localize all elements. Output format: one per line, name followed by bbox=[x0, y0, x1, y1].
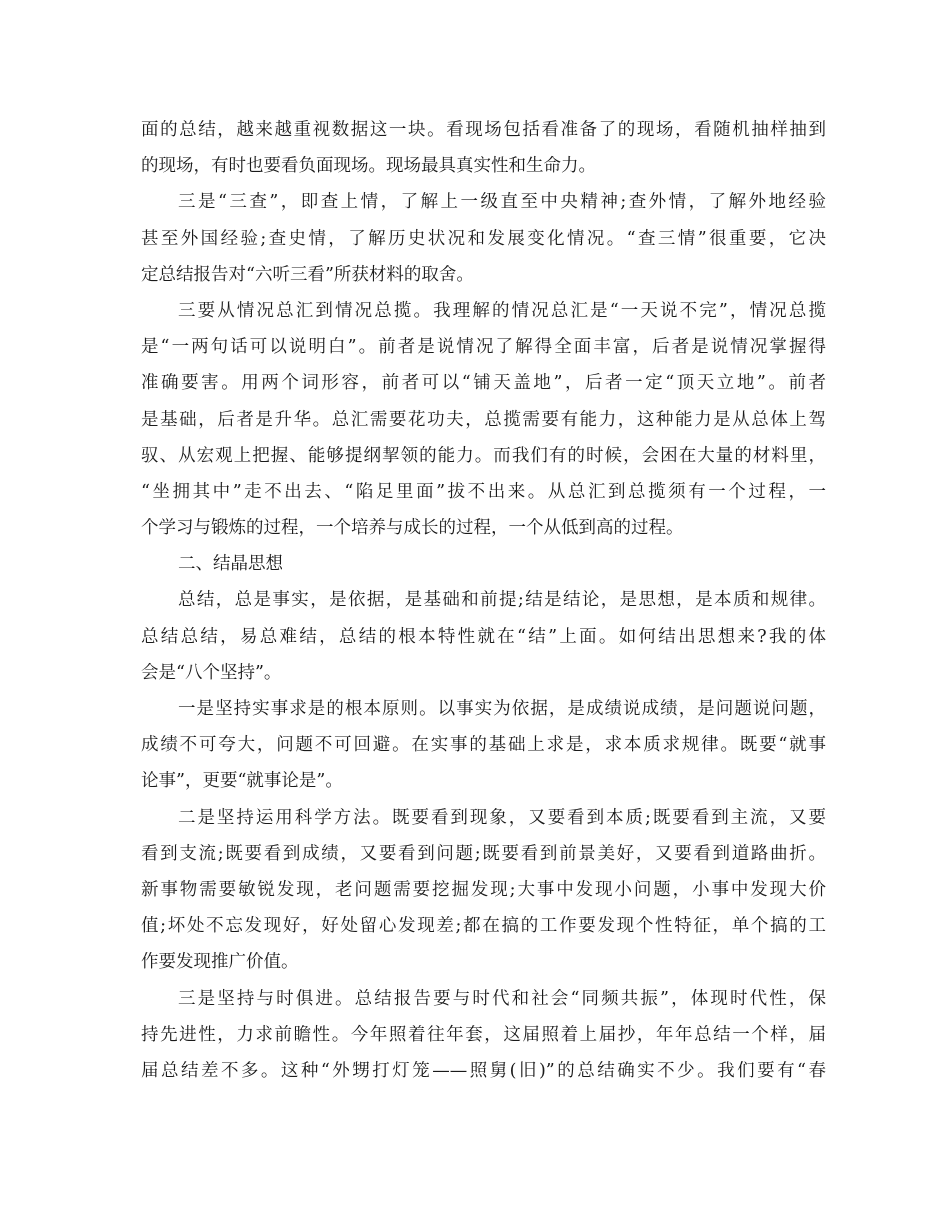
paragraph-first-line: 三是坚持与时俱进。总结报告要与时代和社会“同频共振”，体现时代性，保 bbox=[178, 988, 826, 1009]
text-line: 面的总结，越来越重视数据这一块。看现场包括看准备了的现场，看随机抽样抽到 bbox=[141, 120, 826, 140]
paragraph-first-line: 总结，总是事实，是依据，是基础和前提;结是结论，是思想，是本质和规律。 bbox=[178, 590, 826, 611]
text-line: 看到支流;既要看到成绩，又要看到问题;既要看到前景美好，又要看到道路曲折。 bbox=[141, 843, 826, 864]
text-line: 甚至外国经验;查史情，了解历史状况和发展变化情况。“查三情”很重要，它决 bbox=[141, 228, 826, 249]
text-line: 作要发现推广价值。 bbox=[141, 952, 299, 973]
text-line: 个学习与锻炼的过程，一个培养与成长的过程，一个从低到高的过程。 bbox=[141, 518, 684, 539]
text-line: 是“一两句话可以说明白”。前者是说情况了解得全面丰富，后者是说情况掌握得 bbox=[141, 337, 826, 358]
text-line: 的现场，有时也要看负面现场。现场最具真实性和生命力。 bbox=[141, 156, 596, 177]
text-line: “坐拥其中”走不出去、“陷足里面”拔不出来。从总汇到总揽须有一个过程，一 bbox=[141, 481, 826, 502]
text-line: 准确要害。用两个词形容，前者可以“铺天盖地”，后者一定“顶天立地”。前者 bbox=[141, 373, 826, 394]
paragraph-first-line: 三要从情况总汇到情况总揽。我理解的情况总汇是“一天说不完”，情况总揽 bbox=[178, 300, 826, 321]
text-line: 成绩不可夸大，问题不可回避。在实事的基础上求是，求本质求规律。既要“就事 bbox=[141, 735, 826, 756]
text-line: 会是“八个坚持”。 bbox=[141, 662, 282, 683]
text-line: 驭、从宏观上把握、能够提纲挈领的能力。而我们有的时候，会困在大量的材料里， bbox=[141, 445, 826, 466]
text-line: 总结总结，易总难结，总结的根本特性就在“结”上面。如何结出思想来?我的体 bbox=[141, 626, 826, 647]
document-body bbox=[141, 112, 826, 1089]
paragraph-first-line: 三是“三查”，即查上情，了解上一级直至中央精神;查外情，了解外地经验 bbox=[178, 192, 826, 213]
paragraph-first-line: 二、结晶思想 bbox=[178, 554, 283, 575]
text-line: 是基础，后者是升华。总汇需要花功夫，总揽需要有能力，这种能力是从总体上驾 bbox=[141, 409, 826, 430]
text-line: 定总结报告对“六听三看”所获材料的取舍。 bbox=[141, 264, 474, 285]
text-line: 持先进性，力求前瞻性。今年照着往年套，这届照着上届抄，年年总结一个样，届 bbox=[141, 1024, 826, 1045]
text-line: 值;坏处不忘发现好，好处留心发现差;都在搞的工作要发现个性特征，单个搞的工 bbox=[141, 916, 826, 937]
text-line: 论事”，更要“就事论是”。 bbox=[141, 771, 343, 792]
text-line: 届总结差不多。这种“外甥打灯笼——照舅(旧)”的总结确实不少。我们要有“春 bbox=[141, 1060, 826, 1081]
paragraph-first-line: 一是坚持实事求是的根本原则。以事实为依据，是成绩说成绩，是问题说问题， bbox=[178, 699, 826, 719]
paragraph-first-line: 二是坚持运用科学方法。既要看到现象，又要看到本质;既要看到主流，又要 bbox=[178, 807, 826, 828]
text-line: 新事物需要敏锐发现，老问题需要挖掘发现;大事中发现小问题，小事中发现大价 bbox=[141, 879, 826, 900]
